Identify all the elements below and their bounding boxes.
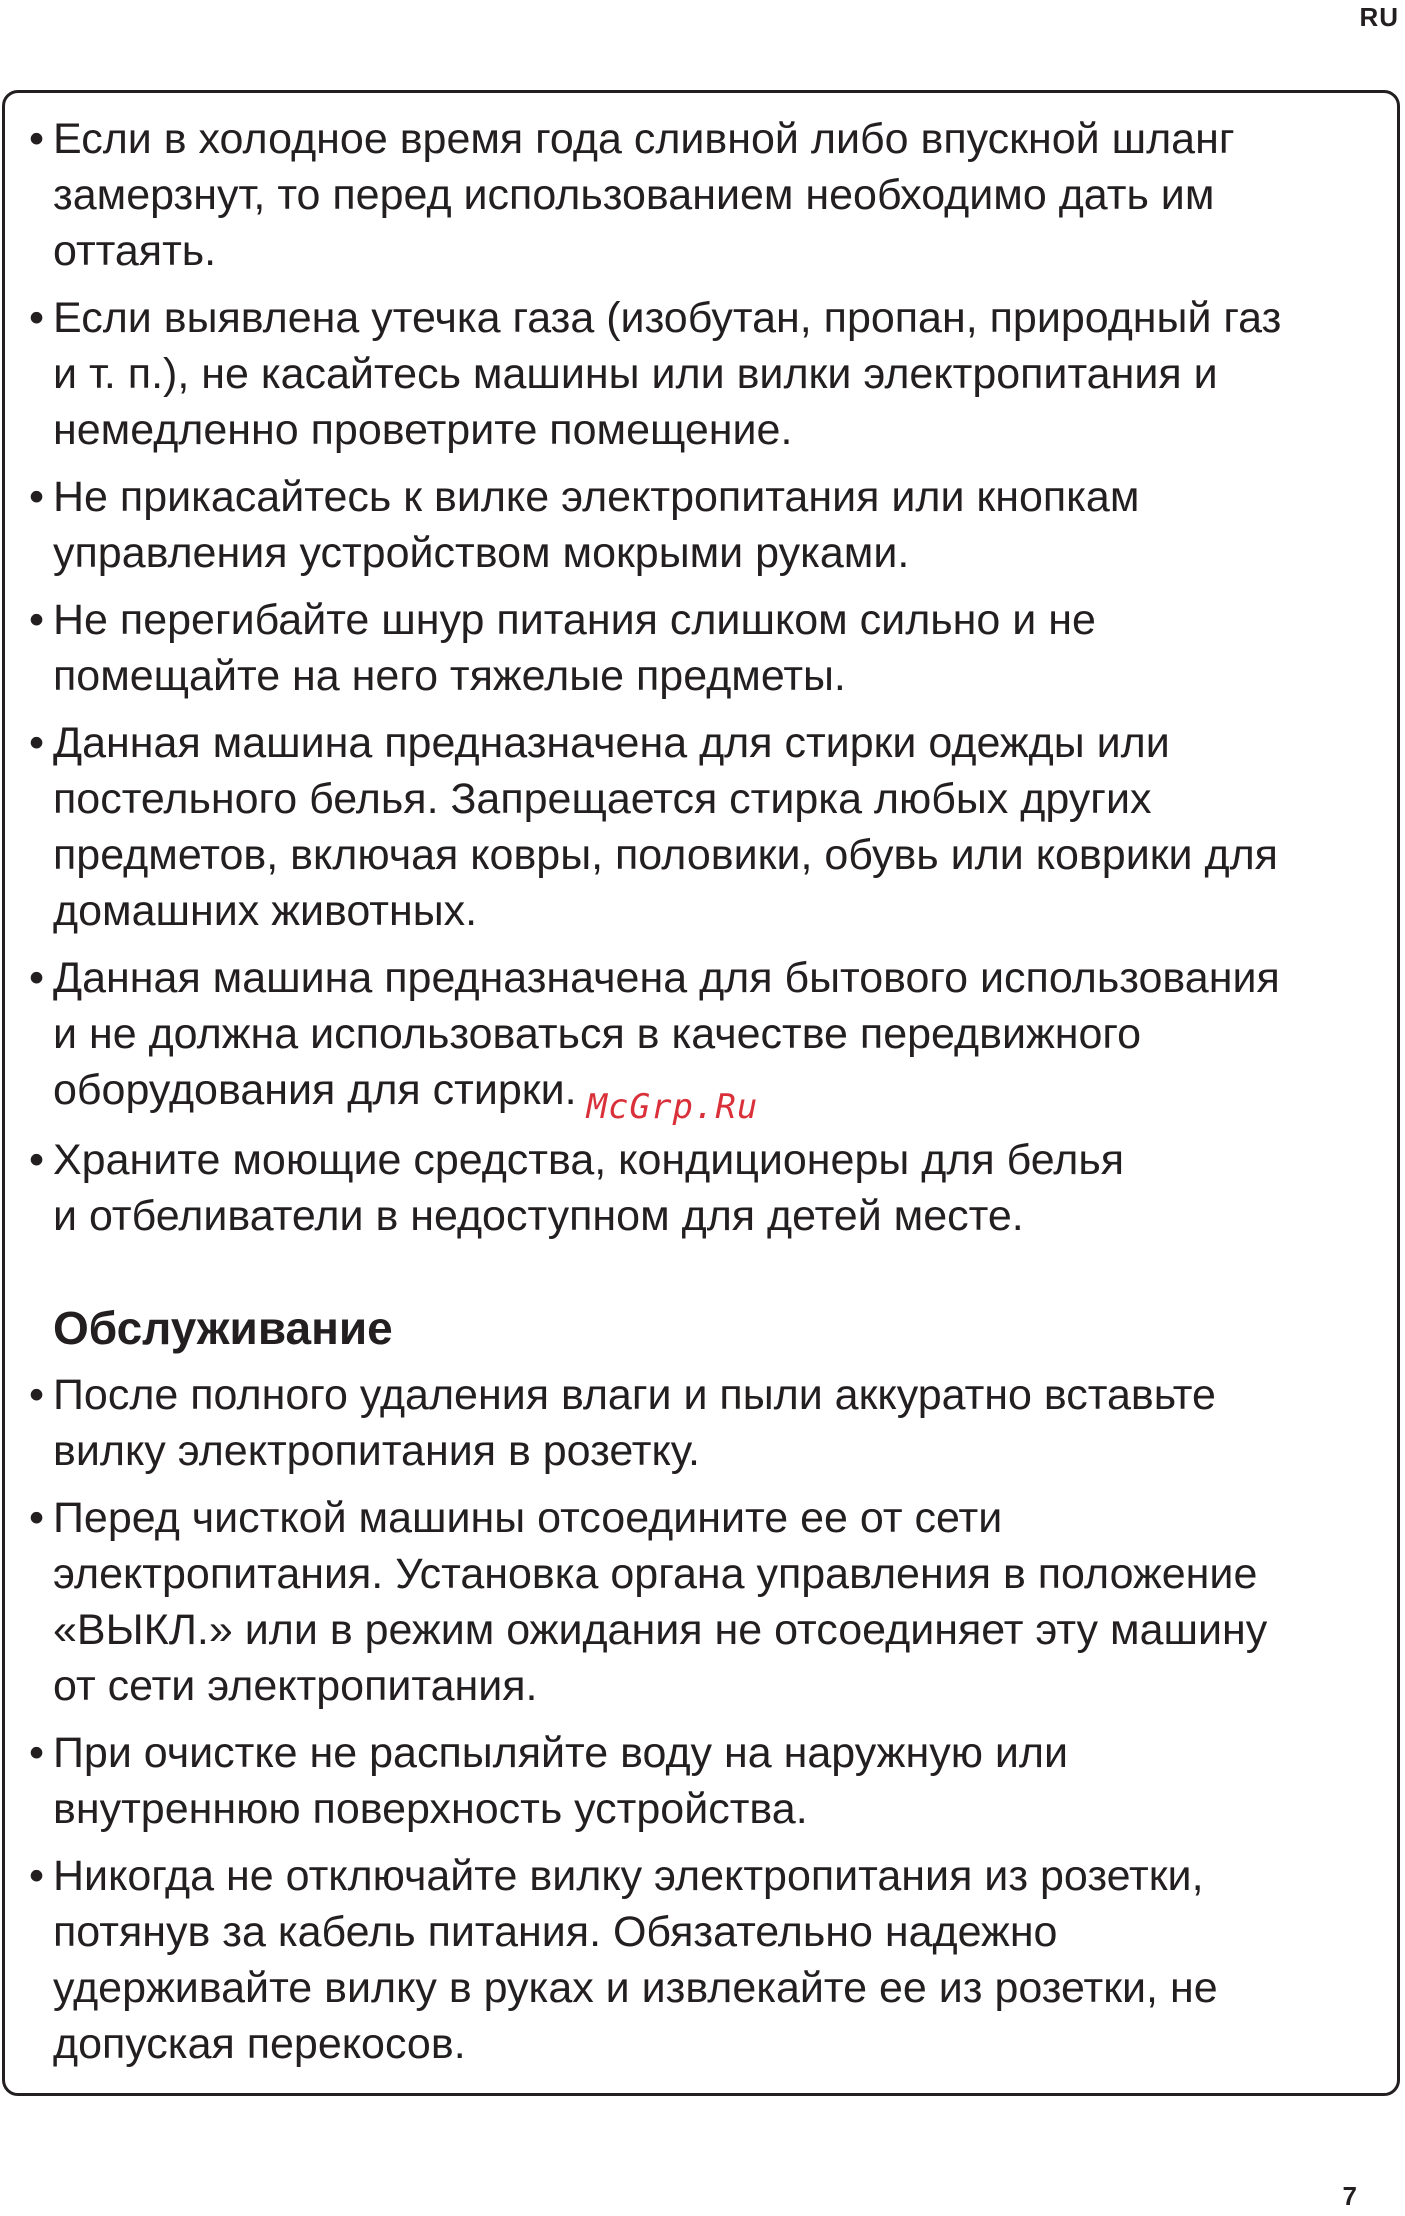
list-item-text: При очистке не распыляйте воду на наружную или внутреннюю поверхность устройства. <box>53 1729 1069 1833</box>
list-item-text: Данная машина предназначена для бытового использования и не должна использоваться в качестве передвижного оборудования для стирки. <box>53 954 1280 1114</box>
bullet-icon: • <box>29 115 45 163</box>
list-item <box>29 111 1351 279</box>
bullet-icon: • <box>29 1136 45 1184</box>
list-item <box>29 1725 1351 1837</box>
list-item <box>29 950 1351 1127</box>
content-frame <box>2 90 1400 2096</box>
list-item-text: Перед чисткой машины отсоедините ее от сети электропитания. Установка органа управления в положение «ВЫКЛ.» или в режим ожидания не отсоединяет эту машину от сети электропитания. <box>53 1494 1268 1710</box>
section-heading: Обслуживание <box>53 1302 393 1354</box>
bullet-icon: • <box>29 473 45 521</box>
list-item-text: Если выявлена утечка газа (изобутан, пропан, природный газ и т. п.), не касайтесь машины или вилки электропитания и немедленно проветрите помещение. <box>53 294 1282 454</box>
list-item <box>29 1367 1351 1479</box>
bullet-icon: • <box>29 719 45 767</box>
bullet-icon: • <box>29 1729 45 1777</box>
list-item <box>29 715 1351 939</box>
bullet-icon: • <box>29 1371 45 1419</box>
safety-list <box>29 111 1351 1244</box>
list-item <box>29 592 1351 704</box>
list-item <box>29 290 1351 458</box>
list-item <box>29 1490 1351 1714</box>
bullet-icon: • <box>29 294 45 342</box>
bullet-icon: • <box>29 596 45 644</box>
language-tag: RU <box>1359 2 1399 32</box>
watermark-link[interactable]: McGrp.Ru <box>586 1087 759 1127</box>
list-item-text: Данная машина предназначена для стирки одежды или постельного белья. Запрещается стирка любых других предметов, включая ковры, половики, обувь или коврики для домашних животных. <box>53 719 1278 935</box>
list-item-text: После полного удаления влаги и пыли аккуратно вставьте вилку электропитания в розетку. <box>53 1371 1216 1475</box>
list-item-text: Не прикасайтесь к вилке электропитания или кнопкам управления устройством мокрыми руками. <box>53 473 1140 577</box>
maintenance-list <box>29 1367 1351 2072</box>
list-item-text: Не перегибайте шнур питания слишком сильно и не помещайте на него тяжелые предметы. <box>53 596 1096 700</box>
list-item <box>29 1848 1351 2072</box>
list-item-text: Никогда не отключайте вилку электропитания из розетки, потянув за кабель питания. Обязательно надежно удерживайте вилку в руках и извлекайте ее из розетки, не допуская перекосов. <box>53 1852 1218 2068</box>
list-item-text: Если в холодное время года сливной либо впускной шланг замерзнут, то перед использованием необходимо дать им оттаять. <box>53 115 1235 275</box>
bullet-icon: • <box>29 1494 45 1542</box>
page-number: 7 <box>1342 2181 1357 2211</box>
list-item <box>29 469 1351 581</box>
bullet-icon: • <box>29 1852 45 1900</box>
bullet-icon: • <box>29 954 45 1002</box>
list-item-text: Храните моющие средства, кондиционеры для белья и отбеливатели в недоступном для детей месте. <box>53 1136 1125 1240</box>
list-item <box>29 1132 1351 1244</box>
